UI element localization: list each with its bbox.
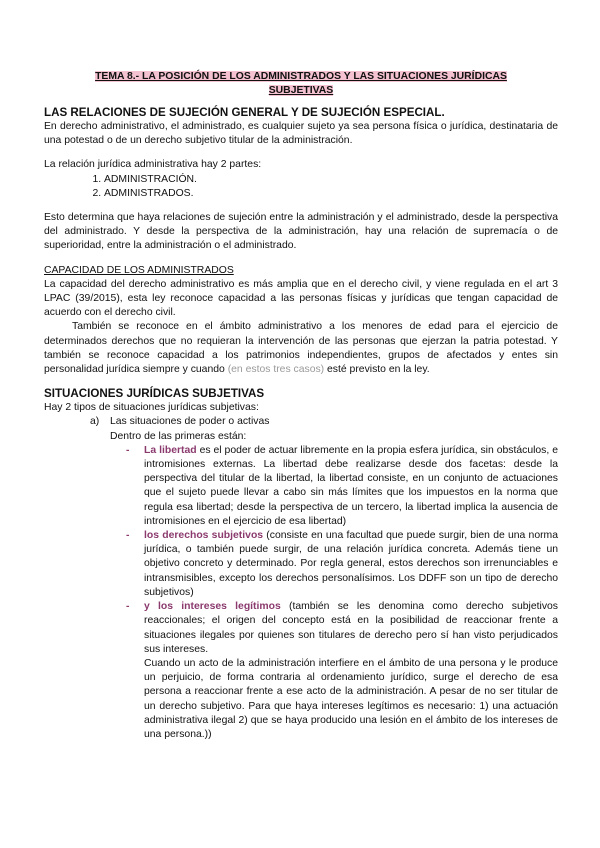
paragraph-tipos: Hay 2 tipos de situaciones jurídicas subjetivas: — [44, 402, 259, 414]
term-derechos-subjetivos: los derechos subjetivos — [144, 530, 264, 542]
alpha-item-a — [90, 415, 558, 429]
title-line-1: TEMA 8.- LA POSICIÓN DE LOS ADMINISTRADOS Y LAS SITUACIONES JURÍDICAS — [95, 71, 507, 82]
term-libertad: La libertad — [144, 444, 197, 456]
grey-note: (en estos tres casos) — [227, 364, 325, 376]
term-intereses-legitimos: y los intereses legítimos — [144, 601, 281, 613]
paragraph-capacidad: La capacidad del derecho administrativo es más amplia que en el derecho civil, y viene regulada en el art 3 LPAC (39/2015), esta ley reconoce capacidad a las personas físicas y jurídicas que tengan capacidad de acuerdo con el derecho civil. — [44, 278, 558, 319]
document-page — [44, 70, 558, 742]
section-heading-capacidad: CAPACIDAD DE LOS ADMINISTRADOS — [44, 264, 234, 276]
alpha-text: Las situaciones de poder o activas — [110, 416, 270, 428]
paragraph-relacion: La relación jurídica administrativa hay 2 partes: — [44, 159, 262, 171]
section-heading-sujecion: LAS RELACIONES DE SUJECIÓN GENERAL Y DE SUJECIÓN ESPECIAL. — [44, 106, 445, 119]
section-heading-situaciones: SITUACIONES JURÍDICAS SUBJETIVAS — [44, 387, 265, 401]
list-item: 1. ADMINISTRACIÓN. — [104, 173, 558, 187]
paragraph-administrado: En derecho administrativo, el administrado, es cualquier sujeto ya sea persona física o jurídica, destinataria de una potestad o de un derecho subjetivo titular de la administración. — [44, 121, 558, 147]
dash-item-intereses — [126, 600, 558, 657]
text-run: esté previsto en la ley. — [324, 364, 430, 376]
alpha-label: a) — [90, 416, 100, 428]
text-run: (también se les denomina como derecho subjetivos reaccionales; el origen del concepto está en la posibilidad de reaccionar frente a situaciones ilegales por quienes son titulares de derecho pero sí han visto perjudicados sus intereses. — [144, 601, 558, 655]
title-line-2: SUBJETIVAS — [268, 85, 334, 96]
paragraph-menores — [44, 320, 558, 377]
parts-list — [44, 173, 558, 201]
paragraph-sujecion: Esto determina que haya relaciones de sujeción entre la administración y el administrado, desde la perspectiva del administrado. Y desde la perspectiva de la administración, hay una relación de supremacía o de superioridad, entre la administración o el administrado. — [44, 212, 558, 252]
document-title — [44, 70, 558, 98]
paragraph-intereses-detalle: Cuando un acto de la administración interfiere en el ámbito de una persona y le produce un perjuicio, de forma contraria al ordenamiento jurídico, surge el derecho de esa persona a reaccionar frente a ese acto de la administración. A pesar de no ser titular de un derecho subjetivo. Para que haya intereses legítimos es necesario: 1) una actuación administrativa ilegal 2) que se haya producido una lesión en el ámbito de los intereses de una persona.)) — [144, 657, 558, 740]
dash-item-libertad — [126, 444, 559, 529]
dash-item-derechos — [126, 529, 558, 600]
list-item: 2. ADMINISTRADOS. — [104, 187, 558, 201]
text-run: También se reconoce en el ámbito administrativo a los menores de edad para el ejercicio de determinados derechos que no requieran la intervención de las personas que ejerzan la patria potestad. Y también se reconoce capacidad a los patrimonios independientes, grupos de afectados y entes sin personalidad jurídica siempre y cuando — [44, 321, 558, 376]
dash-bullet: - — [126, 530, 130, 542]
text-run: (consiste en una facultad que puede surgir, bien de una norma jurídica, o también puede surgir, de una relación jurídica concreta. Además tiene un objetivo concreto y determinado. Por regla general, estos derechos son irrenunciables e intransmisibles, excepto los derechos personalísimos. Los DDFF son un tipo de derecho subjetivos) — [144, 530, 558, 598]
dash-bullet: - — [126, 444, 130, 456]
dash-bullet: - — [126, 601, 130, 613]
text-run: es el poder de actuar libremente en la propia esfera jurídica, sin obstáculos, e intromisiones externas. La libertad debe realizarse desde dos facetas: desde la perspectiva del titular de la libertad, la libertad consiste, en un conjunto de actuaciones que el sujeto puede llevar a cabo sin más límites que los impuestos en la norma que regula esa libertad; desde la perspectiva de un tercero, la libertad implica la ausencia de intromisiones en el ejercicio de esa libertad) — [144, 444, 559, 527]
paragraph-dentro: Dentro de las primeras están: — [110, 430, 247, 442]
